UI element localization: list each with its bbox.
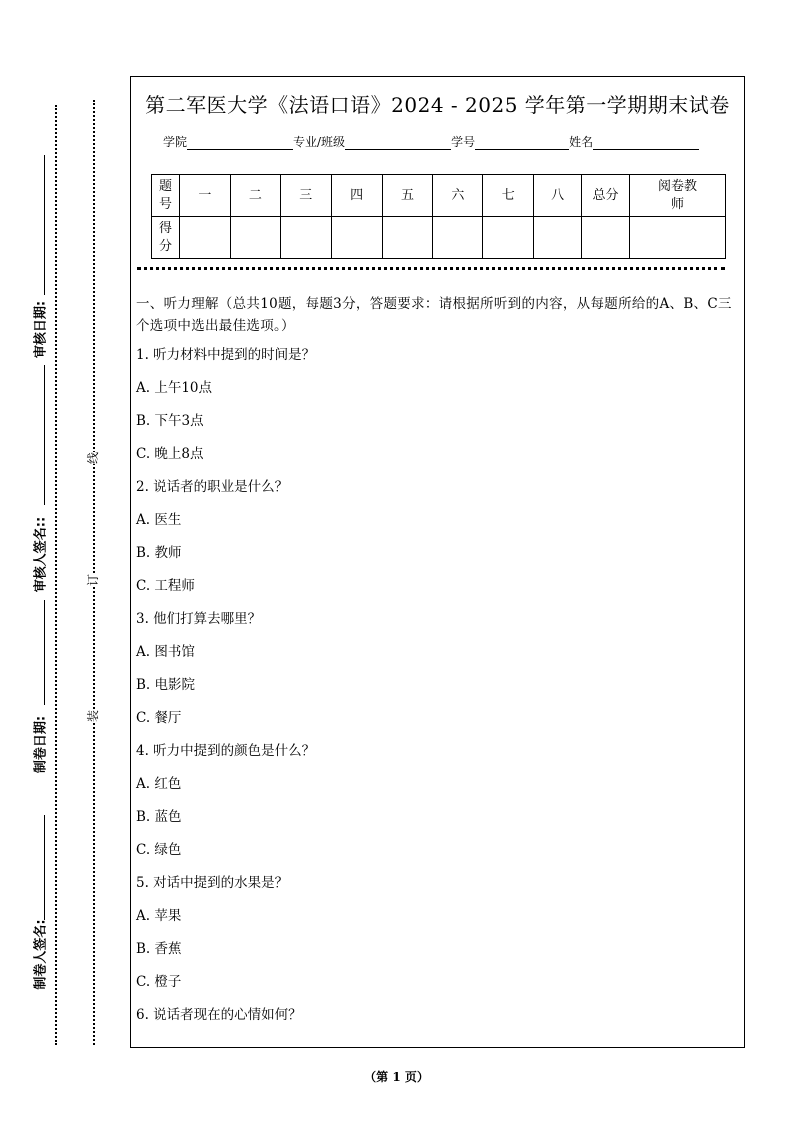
answer-option[interactable]: B. 香蕉 [136,941,182,957]
question-text: 1. 听力材料中提到的时间是？ [136,347,316,363]
dotted-separator [137,267,725,270]
score-table-score-row [152,217,726,259]
answer-option[interactable]: A. 上午10点 [136,380,213,396]
score-cell-3[interactable] [280,217,331,259]
binding-char-zhuang: 装 [86,709,101,723]
question-number-label: 题号 [152,175,180,217]
name-label: 姓名 [569,135,594,149]
score-label: 得分 [152,217,180,259]
answer-option[interactable]: A. 红色 [136,776,182,792]
student-id-field[interactable] [475,137,569,150]
score-cell-1[interactable] [179,217,230,259]
major-label: 专业/班级 [293,135,346,149]
margin-dotted-line-inner [93,100,95,1045]
answer-option[interactable]: A. 苹果 [136,908,182,924]
question-list [136,345,736,1038]
score-cell-8[interactable] [534,217,582,259]
score-table-header-row [152,175,726,217]
col-5: 五 [382,175,433,217]
question-text: 3. 他们打算去哪里？ [136,611,262,627]
col-8: 八 [534,175,582,217]
exam-title: 第二军医大学《法语口语》2024 - 2025 学年第一学期期末试卷 [145,93,730,117]
answer-option[interactable]: C. 橙子 [136,974,182,990]
section-heading: 一、听力理解（总共10题，每题3分，答题要求：请根据所听到的内容，从每题所给的A、B、C三个选项中选出最佳选项。） [136,296,732,334]
answer-option[interactable]: B. 蓝色 [136,809,182,825]
maker-sign-line [44,815,45,920]
name-field[interactable] [593,137,699,150]
question-text: 5. 对话中提到的水果是？ [136,875,289,891]
col-4: 四 [331,175,382,217]
reviewer-date-line [44,155,45,295]
binding-char-ding: 订 [86,573,101,587]
answer-option[interactable]: C. 晚上8点 [136,446,204,462]
answer-option[interactable]: B. 电影院 [136,677,196,693]
col-1: 一 [179,175,230,217]
answer-option[interactable]: B. 下午3点 [136,413,204,429]
maker-sign-label: 制卷人签名: [33,919,49,990]
answer-option[interactable]: A. 医生 [136,512,182,528]
score-cell-grader[interactable] [630,217,726,259]
exam-frame [130,76,745,1048]
reviewer-sign-label: 审核人签名:: [33,516,49,593]
reviewer-date-label: 审核日期: [33,300,49,359]
col-total: 总分 [582,175,630,217]
score-cell-6[interactable] [433,217,483,259]
col-grader: 阅卷教师 [630,175,726,217]
college-field[interactable] [187,137,293,150]
score-cell-total[interactable] [582,217,630,259]
col-7: 七 [483,175,534,217]
question-text: 4. 听力中提到的颜色是什么？ [136,743,316,759]
question-text: 2. 说话者的职业是什么？ [136,479,289,495]
maker-date-label: 制卷日期: [33,715,49,774]
answer-option[interactable]: C. 餐厅 [136,710,182,726]
major-field[interactable] [345,137,451,150]
answer-option[interactable]: C. 绿色 [136,842,182,858]
score-cell-2[interactable] [230,217,280,259]
binding-char-xian: 线 [86,451,101,465]
section-listening [136,293,736,1038]
score-cell-7[interactable] [483,217,534,259]
reviewer-sign-line [44,365,45,505]
maker-date-line [44,600,45,705]
score-table [151,174,726,259]
answer-option[interactable]: A. 图书馆 [136,644,195,660]
question-text: 6. 说话者现在的心情如何？ [136,1007,302,1023]
col-3: 三 [280,175,331,217]
col-2: 二 [230,175,280,217]
score-cell-5[interactable] [382,217,433,259]
college-label: 学院 [163,135,188,149]
page-number: （第 1 页） [364,1070,429,1084]
score-cell-4[interactable] [331,217,382,259]
answer-option[interactable]: C. 工程师 [136,578,195,594]
margin-dotted-line-outer [55,105,57,1045]
answer-option[interactable]: B. 教师 [136,545,182,561]
student-info-row [163,133,699,150]
col-6: 六 [433,175,483,217]
student-id-label: 学号 [451,135,476,149]
